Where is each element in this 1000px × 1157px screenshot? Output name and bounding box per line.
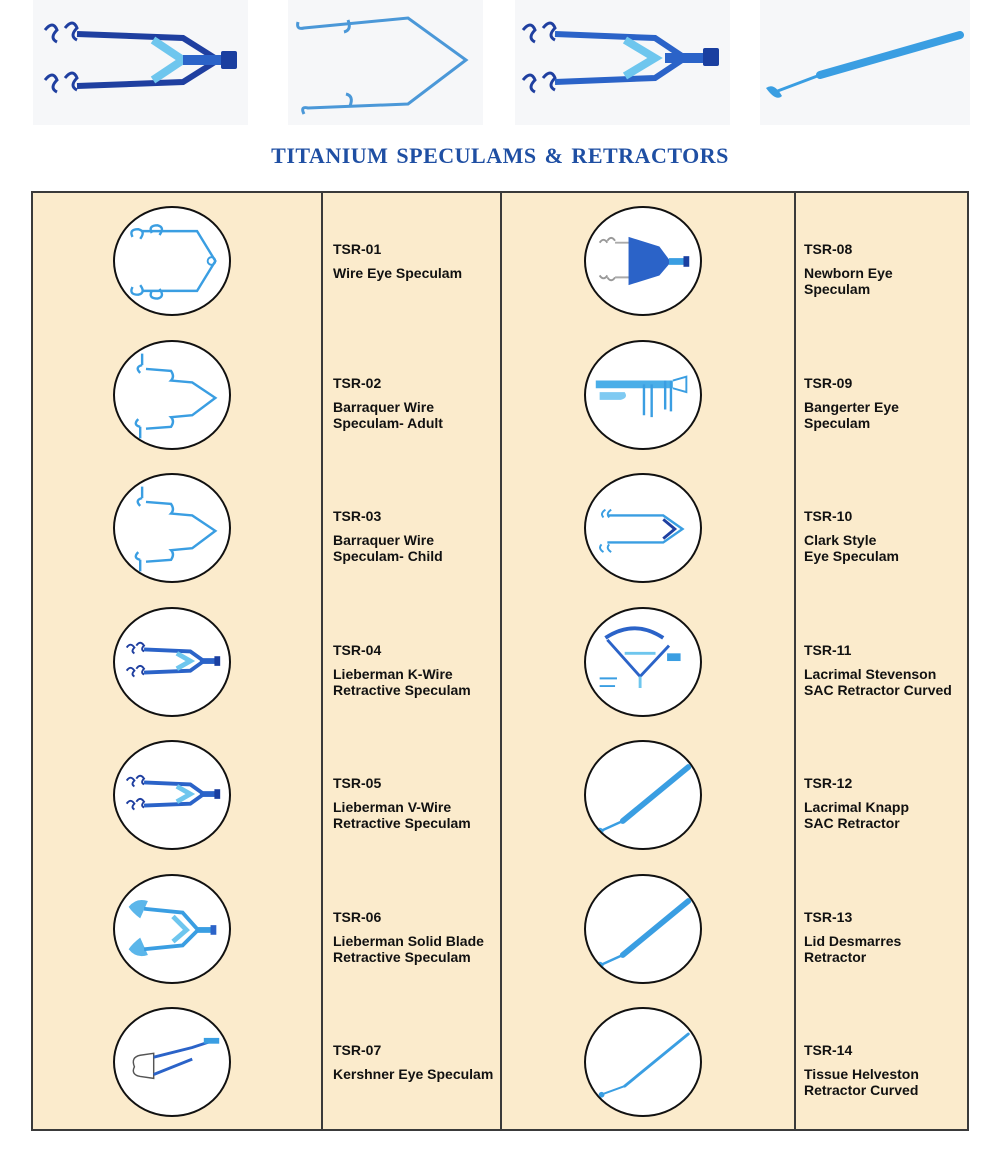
product-name: Lid Desmarres Retractor <box>804 932 902 965</box>
product-label <box>804 775 909 831</box>
product-label <box>333 241 462 281</box>
retractor-icon <box>586 742 700 848</box>
lieberman-speculum-icon <box>115 742 229 848</box>
product-code: TSR-09 <box>804 374 853 391</box>
stevenson-retractor-icon <box>586 609 700 715</box>
clark-speculum-icon <box>586 475 700 581</box>
wire-speculum-icon <box>115 208 229 314</box>
product-code: TSR-07 <box>333 1042 382 1058</box>
lieberman-speculum-icon <box>33 0 248 125</box>
newborn-speculum-icon <box>586 208 700 314</box>
product-code: TSR-04 <box>333 641 382 658</box>
product-label <box>333 909 484 965</box>
product-label <box>804 909 901 965</box>
product-image <box>584 607 702 717</box>
product-label <box>804 375 899 431</box>
product-image <box>113 874 231 984</box>
product-name: Newborn Eye Speculam <box>804 265 893 297</box>
product-code: TSR-14 <box>804 1042 853 1058</box>
product-label <box>333 508 443 564</box>
product-code: TSR-05 <box>333 775 382 791</box>
solid-blade-speculum-icon <box>115 876 229 982</box>
column-divider <box>794 193 796 1129</box>
product-label <box>804 508 899 564</box>
column-divider <box>321 193 323 1129</box>
product-label <box>804 642 952 698</box>
retractor-icon <box>760 0 970 125</box>
product-name: Barraquer Wire Speculam- Adult <box>333 398 443 431</box>
thin-retractor-icon <box>586 1009 700 1115</box>
product-name: Lieberman K-Wire Retractive Speculam <box>333 665 471 698</box>
product-code: TSR-06 <box>333 908 382 925</box>
product-name: Wire Eye Speculam <box>333 265 463 281</box>
product-label <box>804 241 893 297</box>
product-label <box>333 1042 493 1082</box>
column-divider <box>500 193 502 1129</box>
product-image <box>113 1007 231 1117</box>
product-label <box>333 375 443 431</box>
hero-image-3 <box>515 0 730 125</box>
product-image <box>584 874 702 984</box>
product-code: TSR-10 <box>804 508 853 524</box>
product-name: Lieberman Solid Blade Retractive Speculam <box>333 932 484 965</box>
hero-image-4 <box>760 0 970 125</box>
page-title: TITANIUM SPECULAMS & RETRACTORS <box>271 143 729 168</box>
product-image <box>113 607 231 717</box>
product-name: Bangerter Eye Speculam <box>804 398 899 431</box>
product-catalog <box>31 191 969 1131</box>
product-name: Lacrimal Knapp SAC Retractor <box>804 799 910 831</box>
product-code: TSR-01 <box>333 241 382 257</box>
product-code: TSR-11 <box>804 641 852 658</box>
product-code: TSR-02 <box>333 374 382 391</box>
product-image <box>584 1007 702 1117</box>
product-image <box>584 740 702 850</box>
lieberman-speculum-icon <box>515 0 730 125</box>
product-name: Barraquer Wire Speculam- Child <box>333 532 443 564</box>
product-name: Kershner Eye Speculam <box>333 1066 494 1082</box>
barraquer-speculum-icon <box>115 342 229 448</box>
product-image <box>584 206 702 316</box>
product-code: TSR-08 <box>804 241 853 257</box>
lieberman-speculum-icon <box>115 609 229 715</box>
product-label <box>804 1042 919 1098</box>
product-code: TSR-13 <box>804 908 853 925</box>
product-image <box>113 473 231 583</box>
bangerter-speculum-icon <box>586 342 700 448</box>
product-image <box>113 340 231 450</box>
product-name: Lacrimal Stevenson SAC Retractor Curved <box>804 665 952 698</box>
barraquer-speculum-icon <box>115 475 229 581</box>
product-name: Tissue Helveston Retractor Curved <box>804 1066 919 1098</box>
kershner-speculum-icon <box>115 1009 229 1115</box>
product-image <box>584 340 702 450</box>
product-image <box>584 473 702 583</box>
product-image <box>113 740 231 850</box>
product-code: TSR-03 <box>333 508 382 524</box>
hero-image-2 <box>288 0 483 125</box>
wire-speculum-icon <box>288 0 483 125</box>
product-label <box>333 642 471 698</box>
product-code: TSR-12 <box>804 775 853 791</box>
product-image <box>113 206 231 316</box>
product-label <box>333 775 471 831</box>
retractor-icon <box>586 876 700 982</box>
product-name: Lieberman V-Wire Retractive Speculam <box>333 799 471 831</box>
product-name: Clark Style Eye Speculam <box>804 532 899 564</box>
hero-image-1 <box>33 0 248 125</box>
